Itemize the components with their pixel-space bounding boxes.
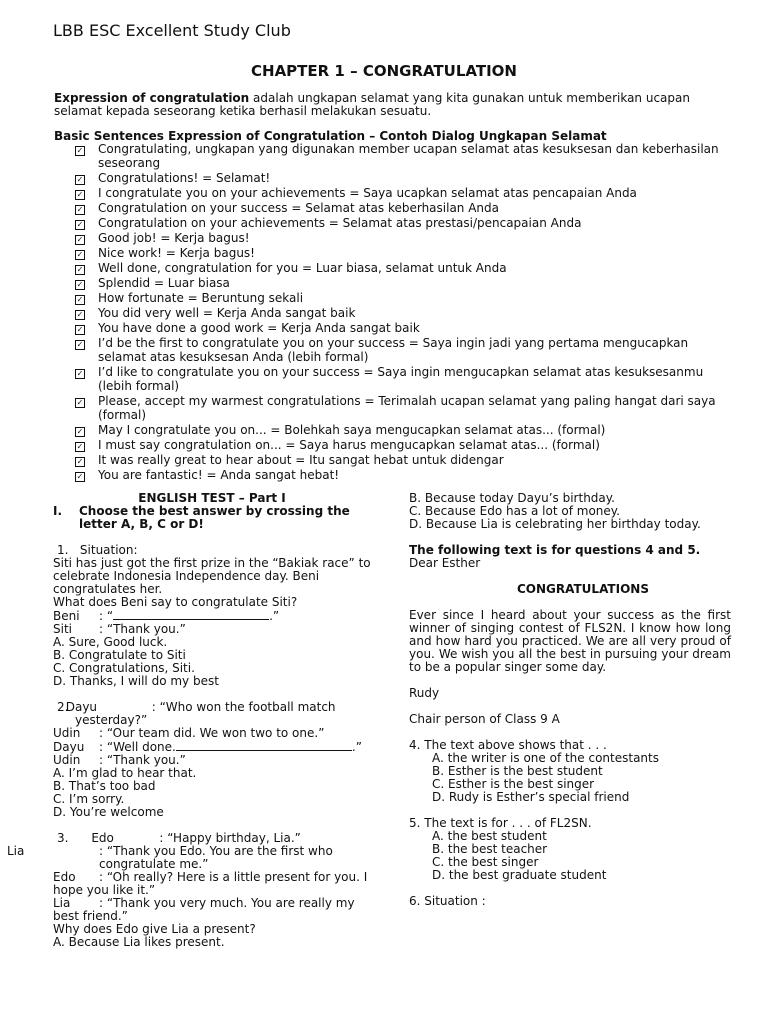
question-3-question: Why does Edo give Lia a present?	[53, 922, 256, 936]
checkbox-bullet-icon: ✓	[76, 265, 84, 274]
list-item: ✓ Congratulating, ungkapan yang digunakan member ucapan selamat atas kesuksesan dan keberhasilan seseorang	[76, 142, 719, 170]
letter-salutation: Dear Esther	[409, 556, 481, 570]
option[interactable]: D. Because Lia is celebrating her birthday today.	[409, 517, 701, 531]
test-right-column	[409, 492, 731, 908]
list-item: ✓ It was really great to hear about = Itu sangat hebat untuk didengar	[76, 453, 504, 467]
checkbox-bullet-icon: ✓	[76, 220, 84, 229]
option[interactable]: C. the best singer	[432, 855, 539, 869]
option[interactable]: D. You’re welcome	[53, 805, 164, 819]
list-item: ✓ I must say congratulation on... = Saya harus mengucapkan selamat atas... (formal)	[76, 438, 600, 452]
option[interactable]: B. the best teacher	[432, 842, 548, 856]
answer-blank	[113, 609, 269, 620]
list-item: ✓ Please, accept my warmest congratulations = Terimalah ucapan selamat yang paling hangat dari saya (formal)	[76, 394, 716, 422]
list-item: ✓ Congratulation on your success = Selamat atas keberhasilan Anda	[76, 201, 500, 215]
list-item: ✓ How fortunate = Beruntung sekali	[76, 291, 304, 305]
option[interactable]: A. the best student	[432, 829, 547, 843]
option[interactable]: B. Esther is the best student	[432, 764, 603, 778]
option[interactable]: A. the writer is one of the contestants	[432, 751, 659, 765]
chapter-title: CHAPTER 1 – CONGRATULATION	[251, 62, 517, 80]
question-1: 1. Situation: Siti has just got the first prize in the “Bakiak race” to celebrate Indonesia Independence day. Beni congratulates her. What does Beni say to congratulate Siti? Beni : “ .” Siti : “Thank you.” A. Sure, Good luck. B. Congratulate to Siti C. Congratulations, Siti. D. Thanks, I will do my best	[53, 543, 371, 688]
list-item: ✓ I congratulate you on your achievements = Saya ucapkan selamat atas pencapaian Anda	[76, 186, 637, 200]
option[interactable]: C. Congratulations, Siti.	[53, 661, 195, 675]
question-4: 4. The text above shows that . . . A. the writer is one of the contestants B. Esther is the best student C. Esther is the best singer D. Rudy is Esther’s special friend	[409, 739, 731, 804]
checkbox-bullet-icon: ✓	[76, 205, 84, 214]
option[interactable]: A. I’m glad to hear that.	[53, 766, 197, 780]
option[interactable]: B. Congratulate to Siti	[53, 648, 186, 662]
club-name: LBB ESC Excellent Study Club	[53, 21, 291, 40]
checkbox-bullet-icon: ✓	[76, 235, 84, 244]
list-item: ✓ I’d be the first to congratulate you on your success = Saya ingin jadi yang pertama mengucapkan selamat atas kesuksesan Anda (lebih formal)	[76, 336, 689, 364]
checkbox-bullet-icon: ✓	[76, 250, 84, 259]
list-item: ✓ May I congratulate you on... = Bolehkah saya mengucapkan selamat atas... (formal)	[76, 423, 606, 437]
option[interactable]: A. Sure, Good luck.	[53, 635, 168, 649]
answer-blank	[176, 740, 352, 751]
checkbox-bullet-icon: ✓	[76, 427, 84, 436]
list-item: ✓ You are fantastic! = Anda sangat hebat!	[76, 468, 340, 482]
list-item: ✓ You did very well = Kerja Anda sangat baik	[76, 306, 356, 320]
checkbox-bullet-icon: ✓	[76, 280, 84, 289]
checkbox-bullet-icon: ✓	[76, 190, 84, 199]
checkbox-bullet-icon: ✓	[76, 442, 84, 451]
checkbox-bullet-icon: ✓	[76, 398, 84, 407]
checkbox-bullet-icon: ✓	[76, 457, 84, 466]
checkbox-bullet-icon: ✓	[76, 472, 84, 481]
list-item: ✓ You have done a good work = Kerja Anda sangat baik	[76, 321, 420, 335]
expression-list	[74, 142, 734, 483]
option[interactable]: D. the best graduate student	[432, 868, 607, 882]
checkbox-bullet-icon: ✓	[76, 310, 84, 319]
question-1-question: What does Beni say to congratulate Siti?	[53, 595, 298, 609]
option[interactable]: C. I’m sorry.	[53, 792, 125, 806]
list-item: ✓ I’d like to congratulate you on your success = Saya ingin mengucapkan selamat atas kesuksesanmu (lebih formal)	[76, 365, 704, 393]
option[interactable]: B. Because today Dayu’s birthday.	[409, 491, 615, 505]
checkbox-bullet-icon: ✓	[76, 295, 84, 304]
list-item: ✓ Well done, congratulation for you = Luar biasa, selamat untuk Anda	[76, 261, 507, 275]
intro-paragraph	[54, 92, 734, 118]
list-item: ✓ Good job! = Kerja bagus!	[76, 231, 250, 245]
test-instruction: I. Choose the best answer by crossing the letter A, B, C or D!	[53, 504, 350, 531]
list-item: ✓ Congratulations! = Selamat!	[76, 171, 271, 185]
option[interactable]: B. That’s too bad	[53, 779, 156, 793]
option[interactable]: A. Because Lia likes present.	[53, 935, 225, 949]
intro-text: adalah ungkapan selamat yang kita gunakan untuk memberikan ucapan selamat kepada seseorang ketika berhasil melakukan sesuatu.	[54, 91, 690, 118]
checkbox-bullet-icon: ✓	[76, 175, 84, 184]
list-item: ✓ Splendid = Luar biasa	[76, 276, 230, 290]
question-1-situation: Siti has just got the first prize in the “Bakiak race” to celebrate Indonesia Independence day. Beni congratulates her.	[53, 556, 371, 596]
option[interactable]: C. Because Edo has a lot of money.	[409, 504, 620, 518]
test-title: ENGLISH TEST – Part I	[138, 491, 286, 505]
letter-position: Chair person of Class 9 A	[409, 712, 560, 726]
list-item: ✓ Congratulation on your achievements = Selamat atas prestasi/pencapaian Anda	[76, 216, 582, 230]
checkbox-bullet-icon: ✓	[76, 325, 84, 334]
option[interactable]: C. Esther is the best singer	[432, 777, 595, 791]
question-6: 6. Situation :	[409, 894, 486, 908]
option[interactable]: D. Thanks, I will do my best	[53, 674, 219, 688]
question-5: 5. The text is for . . . of FL2SN. A. the best student B. the best teacher C. the best singer D. the best graduate student	[409, 817, 731, 882]
basic-sentences-title: Basic Sentences Expression of Congratulation – Contoh Dialog Ungkapan Selamat	[54, 129, 607, 143]
test-left-column	[7, 491, 371, 949]
intro-term: Expression of congratulation	[54, 91, 250, 105]
letter-sender: Rudy	[409, 686, 440, 700]
question-3: 3. Edo : “Happy birthday, Lia.” Lia : “Thank you Edo. You are the first who congratulate me.” Edo : “Oh really? Here is a little present for you. I hope you like it.” Lia : “Thank you very much. You are really my best friend.” Why does Edo give Lia a present? A. Because Lia likes present.	[53, 832, 371, 949]
passage-intro: The following text is for questions 4 and 5.	[409, 543, 701, 557]
option[interactable]: D. Rudy is Esther’s special friend	[432, 790, 630, 804]
question-2: 2. Dayu : “Who won the football match yesterday?” Udin : “Our team did. We won two to one.” Dayu : “Well done. .” Udin : “Thank you.” A. I’m glad to hear that. B. That’s too bad C. I’m sorry. D. You’re welcome	[53, 701, 371, 819]
checkbox-bullet-icon: ✓	[76, 340, 84, 349]
checkbox-bullet-icon: ✓	[76, 369, 84, 378]
letter-body: Ever since I heard about your success as the first winner of singing contest of FLS2N. I know how long and how hard you practiced. We are all very proud of you. We wish you all the best in pursuing your dream to be a popular singer some day.	[409, 608, 731, 674]
letter-title: CONGRATULATIONS	[517, 582, 649, 596]
list-item: ✓ Nice work! = Kerja bagus!	[76, 246, 255, 260]
checkbox-bullet-icon: ✓	[76, 146, 84, 155]
